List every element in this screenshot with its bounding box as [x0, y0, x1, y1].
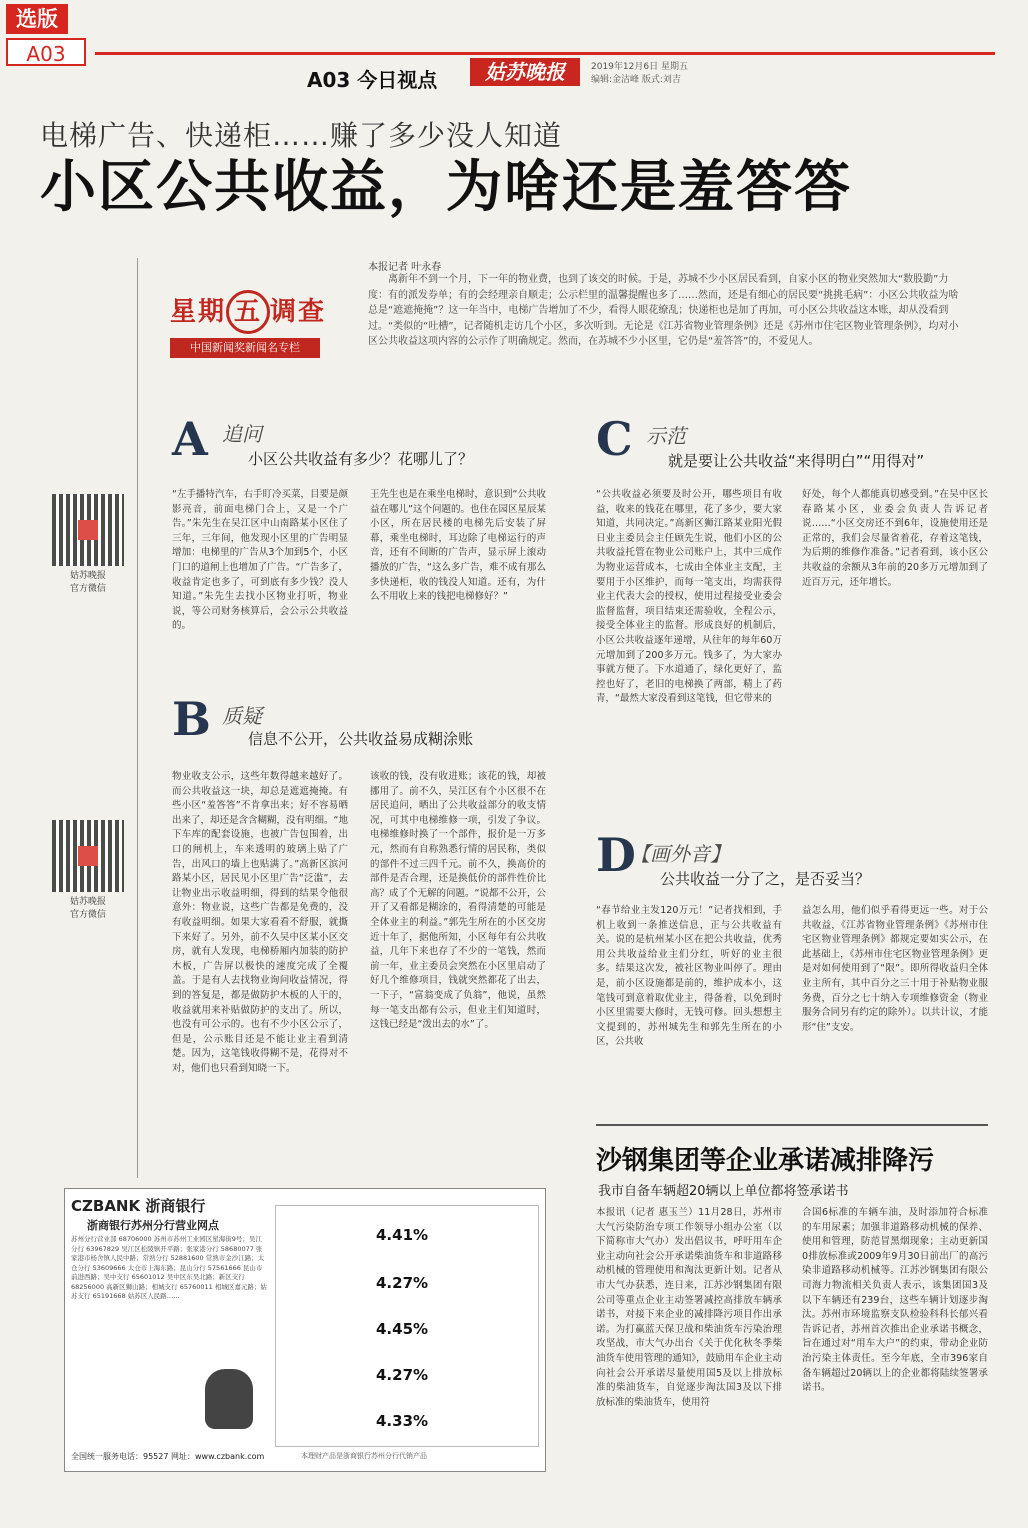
branch-list: 苏州分行营业部 68706000 苏州市苏州工业园区星海街9号；吴江分行 63967829 吴江区松陵镇开平路；张家港分行 58680077 张家港市杨舍镇人民中路；常熟分行 52881600 常熟市金沙江路；太仓分行 53609666 太仓市上海东路；昆山分行 57561666 昆山市前进西路；吴中支行 65601012 吴中区东吴北路；新区支行 68256000 高新区狮山路；相城支行 65760011 相城区嘉元路；姑苏支行 65191668 姑苏区人民路……	[71, 1235, 267, 1300]
section-a-subtitle: 小区公共收益有多少？花哪儿了？	[248, 450, 474, 468]
bank-advertisement	[64, 1188, 546, 1472]
section-c-col1: “公共收益必须要及时公开，哪些项目有收益，收来的钱花在哪里，花了多少，要大家知道，共同决定。”高新区狮江路某业阳光假日业主委员会主任顾先生说，他们小区的公共收益托管在物业公司账户上，其中三成作为物业运营成本，七成由全体业主支配，主要用于小区维护，而每一笔支出，均需获得业主代表大会的授权，使用过程接受业委会监督监督，项目结束还需验收，全程公示，接受全体业主的监督。形成良好的机制后，小区公共收益逐年递增，从往年的每年60万元增加到了200多万元。钱多了，为大家办事就方便了。下水道通了，绿化更好了，监控也好了，老旧的电梯换了两部，精上了药青，“最然大家没看到这笔钱，但它带来的	[596, 489, 782, 705]
editor-line: 编辑:金洁峰 版式:刘吉	[591, 75, 681, 85]
section-b-col2: 该收的钱，没有收进账；该花的钱，却被挪用了。前不久，吴江区有个小区很不在居民追问，晒出了公共收益部分的收支情况，可其中电梯维修一项，引发了争议。电梯维修时换了一个部件，报价是一万多元，然而有自称熟悉行情的居民称，类似的部件不过三四千元。前不久，换高价的部件是否合理，还是换低价的部件性价比高？成了个无解的问题。“说都不公开，公开了又看都是糊涂的，看得清楚的可能是全体业主的利益。”郭先生所在的小区交房近十年了，据他所知，小区每年有公共收益，几年下来也存了不少的一笔钱，然而前一年，业主委员会突然在小区里启动了好几个维修项目，钱就突然都花了出去，一下子，“富翁变成了负翁”，他说，虽然每一笔支出都有公示，但业主们知道时，这钱已经是“泼出去的水”了。	[370, 771, 546, 1031]
article-divider	[596, 1124, 988, 1126]
section-d-title: 【画外音】	[630, 842, 730, 866]
section-a-letter: A	[172, 412, 208, 466]
badge-ribbon: 中国新闻奖新闻名专栏	[170, 338, 320, 358]
rate-value: 4.41%	[376, 1226, 429, 1244]
bank-logo: CZBANK 浙商银行	[71, 1197, 206, 1215]
section-b-subtitle: 信息不公开，公共收益易成糊涂账	[248, 730, 474, 748]
ad-subtitle: 浙商银行苏州分行营业网点	[87, 1219, 219, 1232]
rate-value: 4.45%	[376, 1320, 429, 1338]
section-b-col1: 物业收支公示，这些年数得越来越好了。而公共收益这一块，却总是遮遮掩掩。有些小区“羞答答”不肯拿出来；好不容易晒出来了，却还是含含糊糊，没有明细。“地下车库的配套设施，也被广告包围着，出口的闸机上，车来透明的玻璃上贴了广告，出风口的墙上也贴满了。”高新区滨河路某小区，居民见小区里广告“泛滥”，去让物业出示收益明细，得到的结果令他很意外：物业说，这些广告都是免费的，没有收益明细。如果大家看看不舒服，就撕下来好了。另外，前不久吴中区某小区交房，就有人发现，电梯桥厢内加装的防护木板，广告屏以极快的速度完成了全覆盖。于是有人去找物业询问收益情况，得到的答复是，都是做防护木板的人干的，收益就用来补贴做防护的支出了。所以，也没有可公示的。也有不少小区公示了，但是，公示账目还是不能让业主看到清楚。因为，这笔钱收得糊不是，花得对不对，他们也只看到知晓一下。	[172, 771, 348, 1074]
ad-footnote: 本理财产品是浙商银行苏州分行代销产品	[301, 1452, 427, 1460]
badge-circle: 五	[226, 290, 270, 334]
section-a-col1: “左手播特汽车，右手盯冷买菜，目要是颜影亮音，前面电梯门合上，又是一个广告。”朱先生在吴江区中山南路某小区住了三年，三年间，他发现小区里的广告明显增加：电梯里的广告从3个加到5个，小区门口的道闸上也增加了广告。“广告多了，收益肯定也多了，可到底有多少钱？没人知道。”朱先生去找小区物业打听，物业说，等公司财务核算后，会公示公共收益的。	[172, 489, 348, 632]
newspaper-logo: 姑苏晚报	[470, 58, 580, 86]
header-rule	[95, 52, 995, 55]
section-c-col2: 好处，每个人都能真切感受到。”在吴中区长春路某小区，业委会负责人告诉记者说……“小区交房还不到6年，设施使用还是正常的，我们会尽量省着花，存着这笔钱，为后期的维修作准备。”记者看到，该小区公共收益的余额从3年前的20多万元增加到了近百万元，还年增长。	[802, 489, 988, 588]
section-d-letter: D	[596, 828, 636, 882]
qr-code-icon	[52, 820, 124, 892]
qr-caption: 姑苏晚报 官方微信	[69, 571, 106, 594]
ad-phone: 全国统一服务电话：95527 网址：www.czbank.com	[71, 1452, 265, 1461]
section-d-subtitle: 公共收益一分了之，是否妥当？	[660, 870, 871, 888]
rate-value: 4.27%	[376, 1366, 429, 1384]
qr-code-1	[52, 494, 124, 596]
column-badge: 星期 五 调查 中国新闻奖新闻名专栏	[170, 290, 350, 370]
date-line: 2019年12月6日 星期五	[591, 62, 688, 72]
page-header	[95, 52, 995, 92]
column-divider	[137, 258, 138, 1178]
steel-article-title: 沙钢集团等企业承诺减排降污	[596, 1146, 935, 1176]
section-c-title: 示范	[646, 424, 686, 448]
byline: 本报记者 叶永春	[368, 262, 442, 273]
section-d-col1: “春节给业主发120万元！”记者找相到，手机上收到一条推送信息，正与公共收益有关。说的是杭州某小区在把公共收益，优秀用公共收益给业主们分红，听好的业主很多。结果这次发，被社区物业叫停了。理由是，前小区设施都是前的，维护成本小，这笔钱可到意着取优业主，得备着，以免到时小区里需要大修时，无钱可修。回头想想主文提到的，苏州城先生和郭先生所在的小区，公共收	[596, 905, 782, 1048]
tag-code: A03	[6, 38, 86, 66]
section-b-letter: B	[172, 692, 211, 746]
section-d-col2: 益怎么用，他们似乎看得更远一些。对于公共收益，《江苏省物业管理条例》《苏州市住宅区物业管理条例》都规定要如实公示，在此基础上，《苏州市住宅区物业管理条例》更是对如何使用到了“限”。即所得收益归全体业主所有，其中百分之三十用于补贴物业服务费，百分之七十纳入专项维修资金（物业服务合同另有约定的除外）。以共计议，才能形“住”支安。	[802, 905, 988, 1033]
section-c-letter: C	[596, 412, 633, 466]
intro-paragraph: 离新年不到一个月，下一年的物业费，也到了该交的时候。于是，苏城不少小区居民看到，自家小区的物业突然加大“数股勤”力度：有的派发券单；有的会经理亲自顺走；公示栏里的温馨提醒也多了……然而，还是有细心的居民要“挑挑毛病”：小区公共收益为啥总是“遮遮掩掩”？这一年当中，电梯广告增加了不少，看得人眼花缭乱；快递柜也是加了再加，可小区公共收益这本账，却从没看到过。“类似的“吐槽”，记者随机走访几个小区，多次听到。无论是《江苏省物业管理条例》还是《苏州市住宅区物业管理条例》，均对小区公共收益这项内容的公示作了明确规定。然而，在苏城不少小区里，它仍是“羞答答”的，不爱见人。	[368, 274, 959, 347]
tag-top: 选版	[6, 4, 68, 34]
date-block	[591, 61, 688, 87]
section-label: A03 今日视点	[307, 68, 438, 92]
section-a-col2: 王先生也是在乘坐电梯时，意识到“公共收益在哪儿”这个问题的。也住在园区星辰某小区，所在居民楼的电梯先后安装了屏幕，乘坐电梯时，耳边除了电梯运行的声音，还有不间断的广告声，显示屏上滚动播放的广告，“这么多广告，难不成有那么多快递柜，收的钱没人知道。还有，为什么不用收上来的钱把电梯修好？”	[370, 489, 546, 603]
section-b-title: 质疑	[222, 704, 262, 728]
section-a-title: 追问	[222, 422, 262, 446]
rate-value: 4.33%	[376, 1412, 429, 1430]
rate-value: 4.27%	[376, 1274, 429, 1292]
robot-mascot-icon	[205, 1369, 253, 1429]
section-c-subtitle: 就是要让公共收益“来得明白”“用得对”	[668, 452, 925, 470]
rate-table	[275, 1205, 539, 1447]
steel-article-col1: 本报讯（记者 惠玉兰）11月28日，苏州市大气污染防治专项工作领导小组办公室（以下简称市大气办）发出倡议书，呼吁用车企业主动向社会公开承诺柴油货车和非道路移动机械的管理使用和淘汰更新计划。记者从市大气办获悉，连日来，江苏沙钢集团有限公司等重点企业主动签署减控高排放车辆承诺书，对接下来企业的减排降污项目作出承诺。为打赢蓝天保卫战和柴油货车污染治理攻坚战，市大气办出台《关于优化秋冬季柴油货车使用管理的通知》，鼓励用车企业主动向社会公开承诺尽量使用国5及以上排放标准的柴油货车，自觉逐步淘汰国3及以下排放标准的柴油货车，使用符	[596, 1207, 782, 1408]
steel-article-subtitle: 我市自备车辆超20辆以上单位都将签承诺书	[598, 1184, 849, 1199]
kicker: 电梯广告、快递柜……赚了多少没人知道	[40, 119, 563, 152]
qr-code-2	[52, 820, 124, 922]
page-tag	[6, 4, 90, 76]
steel-article-col2: 合国6标准的车辆车油，及时添加符合标准的车用尿素；加强非道路移动机械的保养、使用和管理，防范冒黑烟现象；主动更新国0排放标准或2009年9月30日前出厂的高污染非道路移动机械等。江苏沙钢集团有限公司海力物流相关负责人表示，该集团国3及以下车辆还有239台，这些车辆计划逐步淘汰。苏州市环境监察支队检验科科长郁兴看告诉记者，苏州首次推出企业承诺书概念，旨在通过对“用车大户”的约束，带动企业防治污染主体责任。至今年底，全市396家自备车辆超过20辆以上的企业都将陆续签署承诺书。	[802, 1207, 988, 1394]
qr-caption: 姑苏晚报 官方微信	[69, 897, 106, 920]
qr-code-icon	[52, 494, 124, 566]
headline: 小区公共收益，为啥还是羞答答	[40, 155, 852, 220]
